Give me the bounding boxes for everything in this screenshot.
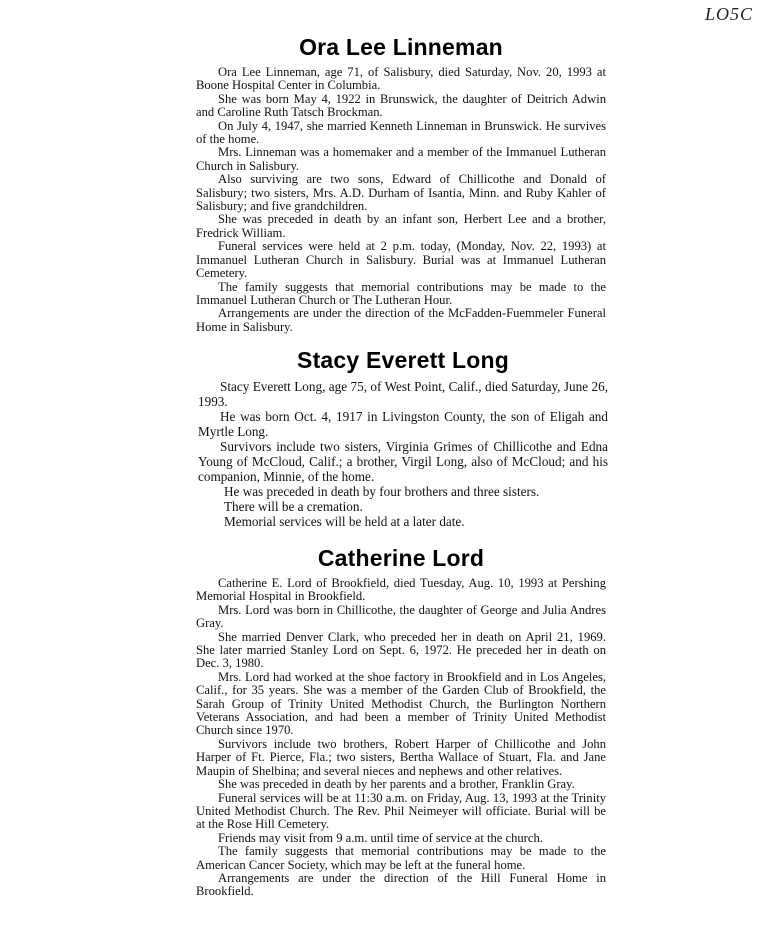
obituary-ora-lee-linneman — [196, 34, 606, 334]
obituary-paragraph: Arrangements are under the direction of the Hill Funeral Home in Brookfield. — [196, 870, 606, 899]
obituary-stacy-everett-long — [198, 347, 608, 529]
obituary-paragraph: She was preceded in death by an infant son, Herbert Lee and a brother, Fredrick William. — [196, 212, 606, 240]
obituary-paragraph: Survivors include two sisters, Virginia Grimes of Chillicothe and Edna Young of McCloud, Calif.; a brother, Virgil Long, also of McCloud; and his companion, Minnie, of the home. — [198, 439, 608, 484]
obituary-paragraph: Funeral services were held at 2 p.m. today, (Monday, Nov. 22, 1993) at Immanuel Lutheran Church in Salisbury. Burial was at Immanuel Lutheran Cemetery. — [196, 239, 606, 281]
obituary-paragraph: She married Denver Clark, who preceded her in death on April 21, 1969. She later married Stanley Lord on Sept. 6, 1972. He preceded her in death on Dec. 3, 1980. — [196, 629, 606, 671]
obituary-paragraph: Ora Lee Linneman, age 71, of Salisbury, died Saturday, Nov. 20, 1993 at Boone Hospital Center in Columbia. — [196, 65, 606, 93]
obituary-paragraph: Also surviving are two sons, Edward of Chillicothe and Donald of Salisbury; two sisters, Mrs. A.D. Durham of Isantia, Minn. and Ruby Kahler of Salisbury; and five grandchildren. — [196, 172, 606, 214]
obituary-paragraph: He was born Oct. 4, 1917 in Livingston County, the son of Eligah and Myrtle Long. — [198, 409, 608, 439]
obituary-paragraph: She was born May 4, 1922 in Brunswick, the daughter of Deitrich Adwin and Caroline Ruth Tatsch Brockman. — [196, 91, 606, 120]
obituary-paragraph: On July 4, 1947, she married Kenneth Linneman in Brunswick. He survives of the home. — [196, 118, 606, 147]
obituary-paragraph: The family suggests that memorial contributions may be made to the American Cancer Society, which may be left at the funeral home. — [196, 844, 606, 872]
obituary-paragraph: Funeral services will be at 11:30 a.m. on Friday, Aug. 13, 1993 at the Trinity United Methodist Church. The Rev. Phil Neimeyer will officiate. Burial will be at the Rose Hill Cemetery. — [196, 790, 606, 832]
obituary-paragraph: There will be a cremation. — [224, 499, 363, 514]
obituary-paragraph: Catherine E. Lord of Brookfield, died Tuesday, Aug. 10, 1993 at Pershing Memorial Hospital in Brookfield. — [196, 576, 606, 604]
archive-mark: LO5C — [704, 4, 753, 24]
obituary-paragraph: Arrangements are under the direction of the McFadden-Fuemmeler Funeral Home in Salisbury. — [196, 306, 606, 334]
obituary-paragraph: Stacy Everett Long, age 75, of West Point, Calif., died Saturday, June 26, 1993. — [198, 379, 608, 409]
obituary-paragraph: She was preceded in death by her parents and a brother, Franklin Gray. — [218, 777, 575, 792]
obituary-name: Stacy Everett Long — [297, 347, 509, 373]
obituary-paragraph: He was preceded in death by four brothers and three sisters. — [224, 484, 540, 499]
obituary-paragraph: The family suggests that memorial contributions may be made to the Immanuel Lutheran Church or The Lutheran Hour. — [196, 279, 606, 307]
obituary-paragraph: Mrs. Lord was born in Chillicothe, the daughter of George and Julia Andres Gray. — [196, 602, 606, 631]
obituary-paragraph: Mrs. Lord had worked at the shoe factory in Brookfield and in Los Angeles, Calif., for 35 years. She was a member of the Garden Club of Brookfield, the Sarah Group of Trinity United Methodist Church, the Burlington Northern Veterans Association, and had been a member of Trinity United Methodist Church since 1970. — [196, 669, 606, 738]
obituary-catherine-lord — [196, 545, 606, 899]
obituary-paragraph: Friends may visit from 9 a.m. until time of service at the church. — [218, 830, 543, 845]
obituary-paragraph: Mrs. Linneman was a homemaker and a member of the Immanuel Lutheran Church in Salisbury. — [196, 145, 606, 173]
obituary-name: Ora Lee Linneman — [299, 34, 503, 60]
obituary-paragraph: Survivors include two brothers, Robert Harper of Chillicothe and John Harper of Ft. Pierce, Fla.; two sisters, Bertha Wallace of Stuart, Fla. and Jane Maupin of Shelbina; and several nieces and nephews and other relatives. — [196, 736, 606, 778]
obituary-paragraph: Memorial services will be held at a later date. — [224, 514, 465, 529]
obituary-name: Catherine Lord — [317, 545, 485, 571]
